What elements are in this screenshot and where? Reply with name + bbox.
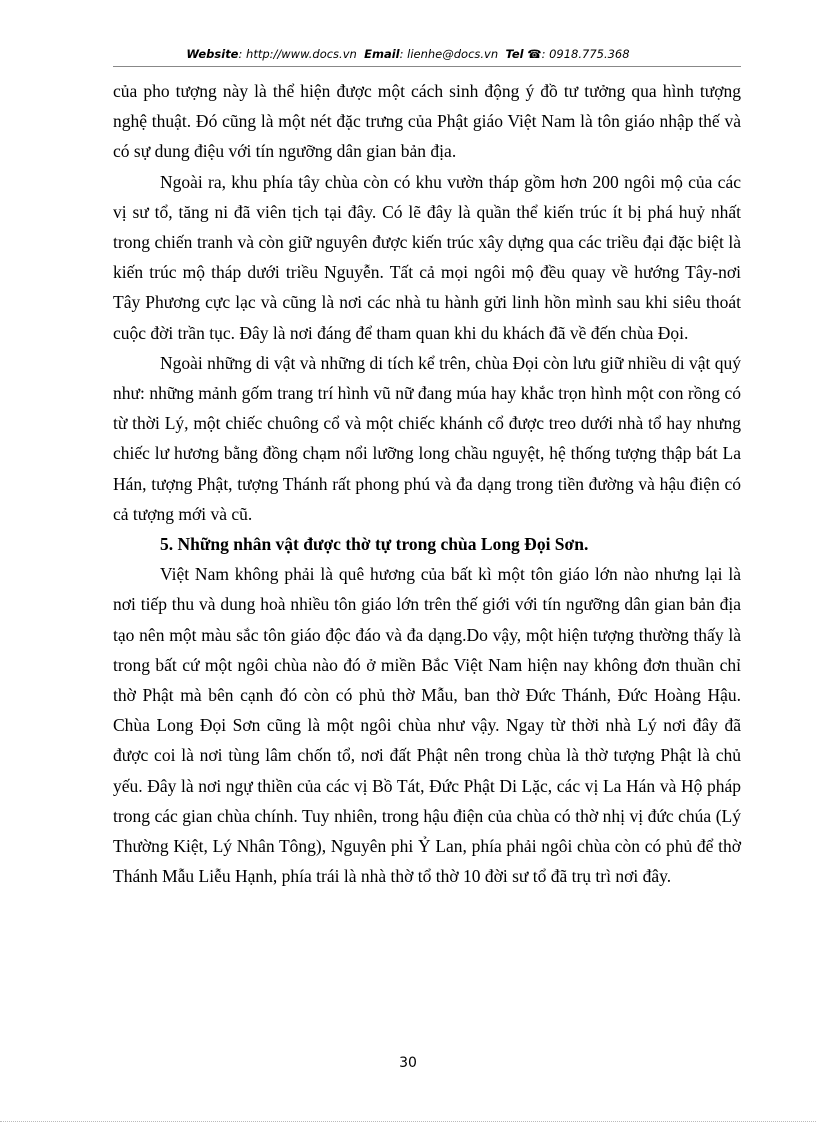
paragraph-2: Ngoài ra, khu phía tây chùa còn có khu vườn tháp gồm hơn 200 ngôi mộ của các vị sư tổ, tăng ni đã viên tịch tại đây. Có lẽ đây là quần thể kiến trúc ít bị phá huỷ nhất trong chiến tranh và còn giữ nguyên được kiến trúc xây dựng qua các triều đại đặc biệt là kiến trúc mộ tháp dưới triều Nguyễn. Tất cả mọi ngôi mộ đều quay về hướng Tây-nơi Tây Phương cực lạc và cũng là nơi các nhà tu hành gửi linh hồn mình sau khi siêu thoát cuộc đời trần tục. Đây là nơi đáng để tham quan khi du khách đã về đến chùa Đọi.	[113, 171, 741, 343]
telephone-icon: ☎	[527, 47, 542, 61]
header-divider	[113, 66, 741, 67]
page-header	[0, 47, 816, 61]
footer-divider	[0, 1121, 816, 1122]
email-label: Email	[364, 47, 400, 61]
website-label: Website	[186, 47, 239, 61]
paragraph-1: của pho tượng này là thể hiện được một cách sinh động ý đồ tư tưởng qua hình tượng nghệ thuật. Đó cũng là một nét đặc trưng của Phật giáo Việt Nam là tôn giáo nhập thế và có sự dung điệu với tín ngưỡng dân gian bản địa.	[113, 81, 741, 162]
page-number: 30	[399, 1055, 417, 1071]
document-body	[113, 76, 741, 891]
tel-label: Tel	[505, 47, 524, 61]
paragraph-3: Ngoài những di vật và những di tích kể trên, chùa Đọi còn lưu giữ nhiều di vật quý như: những mảnh gốm trang trí hình vũ nữ đang múa hay khắc trọn hình một con rồng có từ thời Lý, một chiếc chuông cổ và một chiếc khánh cổ được treo dưới nhà tổ hay nhưng chiếc lư hương bằng đồng chạm nổi lưỡng long chầu nguyệt, hệ thống tượng thập bát La Hán, tượng Phật, tượng Thánh rất phong phú và đa dạng trong tiền đường và hậu điện có cả tượng mới và cũ.	[113, 352, 741, 524]
tel-value: : 0918.775.368	[541, 47, 630, 61]
email-value: : lienhe@docs.vn	[399, 47, 499, 61]
paragraph-4: Việt Nam không phải là quê hương của bất kì một tôn giáo lớn nào nhưng lại là nơi tiếp thu và dung hoà nhiều tôn giáo lớn trên thế giới với tín ngưỡng dân gian bản địa tạo nên một màu sắc tôn giáo độc đáo và đa dạng.Do vậy, một hiện tượng thường thấy là trong bất cứ một ngôi chùa nào đó ở miền Bắc Việt Nam hiện nay không đơn thuần chỉ thờ Phật mà bên cạnh đó còn có phủ thờ Mẫu, ban thờ Đức Thánh, Đức Hoàng Hậu. Chùa Long Đọi Sơn cũng là một ngôi chùa như vậy. Ngay từ thời nhà Lý nơi đây đã được coi là nơi tùng lâm chốn tổ, nơi đất Phật nên trong chùa là thờ tượng Phật là chủ yếu. Đây là nơi ngự thiền của các vị Bồ Tát, Đức Phật Di Lặc, các vị La Hán và Hộ pháp trong các gian chùa chính. Tuy nhiên, trong hậu điện của chùa có thờ nhị vị đức chúa (Lý Thường Kiệt, Lý Nhân Tông), Nguyên phi Ỷ Lan, phía phải ngôi chùa còn có phủ để thờ Thánh Mẫu Liễu Hạnh, phía trái là nhà thờ tổ thờ 10 đời sư tổ đã trụ trì nơi đây.	[113, 564, 741, 887]
section-heading: 5. Những nhân vật được thờ tự trong chùa Long Đọi Sơn.	[160, 534, 589, 555]
website-value: : http://www.docs.vn	[238, 47, 357, 61]
